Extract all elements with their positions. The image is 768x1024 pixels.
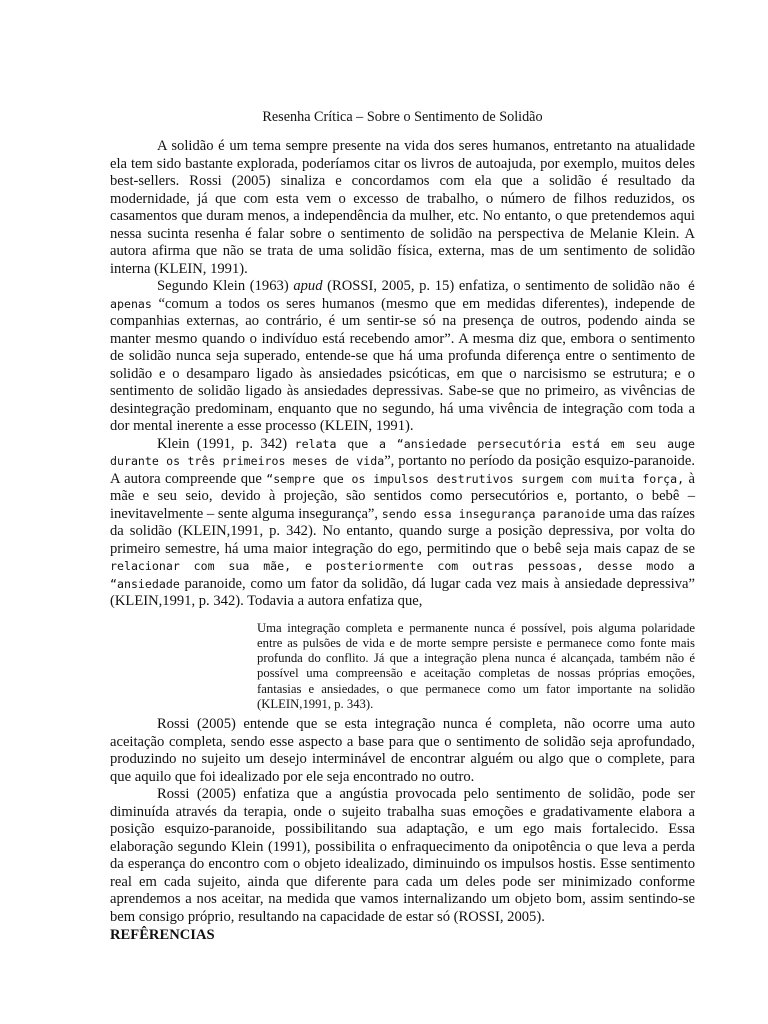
paragraph-intro: A solidão é um tema sempre presente na vida dos seres humanos, entretanto na atualidade ela tem sido bastante explorada, poderíamos citar os livros de autoajuda, por exemplo, muitos deles best-sellers. Rossi (2005) sinaliza e concordamos com ela que a solidão é resultado da modernidade, já que com esta vem o excesso de trabalho, o número de filhos reduzidos, os casamentos que duram menos, a independência da mulher, etc. No entanto, o que pretendemos aqui nessa sucinta resenha é falar sobre o sentimento de solidão na perspectiva de Melanie Klein. A autora afirma que não se trata de uma solidão física, externa, mas de um sentimento de solidão interna (KLEIN, 1991).	[110, 138, 695, 277]
mono-run: relacionar com sua mãe, e posteriormente com outras pessoas, desse modo a “ansiedade	[110, 559, 695, 591]
references-heading: REFÊRENCIAS	[110, 927, 215, 944]
text-run: (ROSSI, 2005, p. 15) enfatiza, o sentimento de solidão	[322, 278, 660, 294]
paragraph-rossi-integration: Rossi (2005) entende que se esta integração nunca é completa, não ocorre uma auto aceitação completa, sendo esse aspecto a base para que o sentimento de solidão seja aprofundado, produzindo no sujeito um desejo interminável de encontrar alguém ou algo que o complete, para que aquilo que foi idealizado por ele seja encontrado no outro.	[110, 716, 695, 785]
paragraph-klein-1991	[110, 436, 695, 611]
text-run: Klein (1991, p. 342)	[157, 435, 295, 452]
text-run: Segundo Klein (1963)	[157, 278, 294, 294]
block-quote: Uma integração completa e permanente nunca é possível, pois alguma polaridade entre as pulsões de vida e de morte sempre persiste e permanece como fonte mais profunda do conflito. Já que a integração plena nunca é alcançada, também não é possível uma compreensão e aceitação completas de nossas próprias emoções, fantasias e ansiedades, o que permanece como um fator importante na solidão (KLEIN,1991, p. 343).	[257, 620, 695, 711]
document-title: Resenha Crítica – Sobre o Sentimento de Solidão	[262, 109, 543, 125]
paragraph-klein-1963	[110, 278, 695, 436]
paragraph-rossi-therapy: Rossi (2005) enfatiza que a angústia provocada pelo sentimento de solidão, pode ser diminuída através da terapia, onde o sujeito trabalha suas emoções e gradativamente elabora a posição esquizo-paranoide, possibilitando sua adaptação, e um ego mais fortalecido. Essa elaboração segundo Klein (1991), possibilita o enfraquecimento da onipotência o que leva a perda da esperança do encontro com o objeto idealizado, diminuindo os impulsos hostis. Esse sentimento real em cada sujeito, ainda que diferente para cada um deles pode ser minimizado conforme aprendemos a nos aceitar, na medida que vamos internalizando um objeto bom, assim sentindo-se bem consigo próprio, resultando na capacidade de estar só (ROSSI, 2005).	[110, 786, 695, 925]
text-run: ”, portanto no período da posição esquizo-paranoide. A autora compreende que	[110, 453, 695, 487]
text-run: paranoide, como um fator da solidão, dá lugar cada vez mais à ansiedade depressiva” (KLEIN,1991, p. 342). Todavia a autora enfatiza que,	[110, 575, 695, 609]
mono-run: “sempre que os impulsos destrutivos surgem com muita força,	[266, 471, 685, 486]
mono-run: não é apenas	[110, 279, 695, 311]
mono-run: sendo essa insegurança paranoide	[381, 506, 606, 521]
text-run: “comum a todos os seres humanos (mesmo que em medidas diferentes), independe de companhias externas, ao contrário, é um sentir-se só na presença de outros, podendo ainda se manter mesmo quando o indivíduo está recebendo amor”. A mesma diz que, embora o sentimento de solidão nunca seja superado, entende-se que há uma profunda diferença entre o sentimento de solidão e o desamparo ligado às ansiedades psicóticas, em que o narcisismo se estrutura; e o sentimento de solidão ligado às ansiedades depressivas. Sabe-se que no primeiro, as vivências de desintegração predominam, enquanto que no segundo, há uma vivência de integração com toda a dor mental inerente a esse processo (KLEIN, 1991).	[110, 295, 695, 434]
apud-italic: apud	[293, 278, 323, 294]
text-run: uma das raízes da solidão (KLEIN,1991, p. 342). No entanto, quando surge a posição depressiva, por volta do primeiro semestre, há uma maior integração do ego, permitindo que o bebê seja mais capaz de se	[110, 505, 695, 557]
document-page	[110, 108, 695, 945]
text-run: à mãe e seu seio, devido à projeção, são sentidos como persecutórios e, portanto, o bebê – inevitavelmente – sente alguma insegurança”,	[110, 470, 695, 522]
mono-run: relata que a “ansiedade persecutória está em seu auge durante os três primeiros meses de vida	[110, 436, 695, 468]
